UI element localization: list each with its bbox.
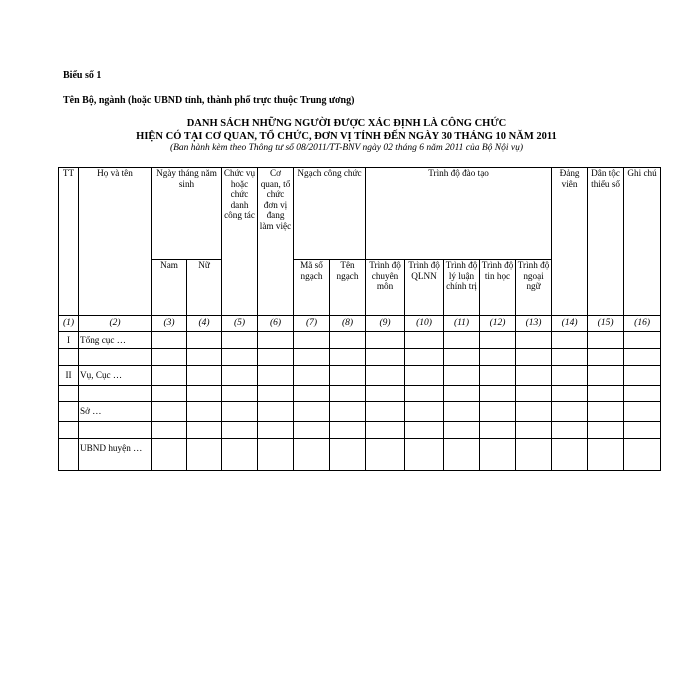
column-number: (1) xyxy=(59,316,79,332)
header-date-of-birth: Ngày tháng năm sinh xyxy=(152,168,222,260)
subtitle: (Ban hành kèm theo Thông tư số 08/2011/TT-BNV ngày 02 tháng 6 năm 2011 của Bộ Nội vụ) xyxy=(169,143,524,153)
header-female: Nữ xyxy=(187,260,222,316)
column-number: (3) xyxy=(152,316,187,332)
table-row xyxy=(59,366,661,386)
column-number: (8) xyxy=(330,316,366,332)
header-grade-code: Mã số ngạch xyxy=(294,260,330,316)
column-number: (11) xyxy=(444,316,480,332)
table-row xyxy=(59,349,661,366)
column-number: (10) xyxy=(405,316,444,332)
section-number: I xyxy=(59,332,79,349)
column-number: (14) xyxy=(552,316,588,332)
header-ethnic-minority: Dân tộc thiểu số xyxy=(588,168,624,316)
column-number: (6) xyxy=(258,316,294,332)
staff-list-table xyxy=(58,167,661,471)
column-number: (13) xyxy=(516,316,552,332)
column-number: (16) xyxy=(624,316,661,332)
title-line-2: HIỆN CÓ TẠI CƠ QUAN, TỔ CHỨC, ĐƠN VỊ TÍNH ĐẾN NGÀY 30 THÁNG 10 NĂM 2011 xyxy=(136,131,557,142)
column-number: (7) xyxy=(294,316,330,332)
ministry-line: Tên Bộ, ngành (hoặc UBND tỉnh, thành phố trực thuộc Trung ương) xyxy=(63,95,355,106)
table-row xyxy=(59,402,661,422)
header-professional-level: Trình độ chuyên môn xyxy=(366,260,405,316)
column-number: (2) xyxy=(79,316,152,332)
section-name: Vụ, Cục … xyxy=(79,366,152,386)
section-name: Sở … xyxy=(79,402,152,422)
section-number: II xyxy=(59,366,79,386)
header-training-level: Trình độ đào tạo xyxy=(366,168,552,260)
table-row xyxy=(59,422,661,439)
header-full-name: Họ và tên xyxy=(79,168,152,316)
header-agency: Cơ quan, tổ chức đơn vị đang làm việc xyxy=(258,168,294,316)
table-row xyxy=(59,332,661,349)
title-line-1: DANH SÁCH NHỮNG NGƯỜI ĐƯỢC XÁC ĐỊNH LÀ CÔNG CHỨC xyxy=(186,118,507,129)
section-number xyxy=(59,402,79,422)
header-notes: Ghi chú xyxy=(624,168,661,316)
column-number: (5) xyxy=(222,316,258,332)
form-number: Biểu số 1 xyxy=(63,70,102,81)
header-position: Chức vụ hoặc chức danh công tác xyxy=(222,168,258,316)
table-row xyxy=(59,386,661,402)
column-number: (4) xyxy=(187,316,222,332)
table-row xyxy=(59,439,661,471)
section-number xyxy=(59,439,79,471)
header-foreign-language-level: Trình độ ngoại ngữ xyxy=(516,260,552,316)
header-it-level: Trình độ tin học xyxy=(480,260,516,316)
column-number: (9) xyxy=(366,316,405,332)
header-party-member: Đảng viên xyxy=(552,168,588,316)
header-male: Nam xyxy=(152,260,187,316)
column-number-row xyxy=(59,316,661,332)
section-name: UBND huyện … xyxy=(79,439,152,471)
header-tt: TT xyxy=(59,168,79,316)
column-number: (12) xyxy=(480,316,516,332)
header-grade-name: Tên ngạch xyxy=(330,260,366,316)
header-state-management-level: Trình độ QLNN xyxy=(405,260,444,316)
header-political-theory-level: Trình độ lý luận chính trị xyxy=(444,260,480,316)
section-name: Tổng cục … xyxy=(79,332,152,349)
header-civil-grade: Ngạch công chức xyxy=(294,168,366,260)
column-number: (15) xyxy=(588,316,624,332)
